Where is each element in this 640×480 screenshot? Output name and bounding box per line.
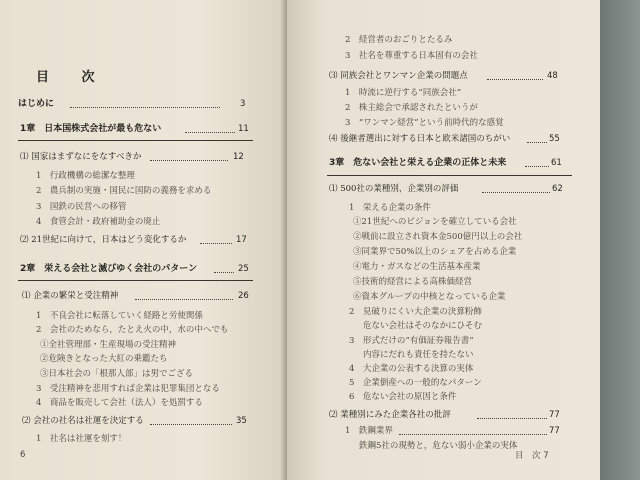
toc-entry: ⑴ 企業の繁栄と受注精神: [22, 291, 119, 301]
toc-subentry: ①21世紀へのビジョンを確立している会社: [353, 217, 517, 227]
toc-subentry: 2 会社のためなら，たとえ火の中，水の中へでも: [36, 325, 229, 335]
toc-subentry: 3 形式だけの“有価証券報告書”: [349, 336, 474, 346]
toc-subentry: 2 農兵制の実施・国民に国防の義務を求める: [36, 186, 212, 196]
toc-subentry: 1 行政機構の総潔な整理: [36, 171, 135, 181]
page-number: 35: [236, 416, 247, 426]
page-number: 62: [552, 184, 563, 194]
page-number: 55: [549, 134, 560, 144]
toc-entry: 1章 日本国株式会社が最も危ない: [20, 124, 162, 134]
toc-subentry: 4 大企業の公表する決算の実体: [349, 364, 474, 374]
toc-subentry: 2 株主総会で承認されたというが: [345, 103, 478, 113]
toc-subentry: 6 危ない会社の原因と条件: [349, 392, 457, 402]
toc-subentry: 3 国鉄の民営への移管: [36, 202, 127, 212]
toc-subentry: ①全社管理部・生産現場の受注精神: [40, 340, 177, 350]
page-number: 3: [240, 99, 246, 109]
background-edge: [600, 0, 640, 480]
toc-subentry: 3 “ワンマン経営”という前時代的な感覚: [345, 118, 504, 128]
toc-subentry: 内容にだれも責任を持たない: [363, 350, 474, 360]
page-number: 48: [547, 71, 558, 81]
toc-subentry: ③日本社会の「根那人部」は男でござる: [40, 369, 194, 379]
toc-subentry: 3 社名を尊重する日本固有の会社: [345, 51, 478, 61]
toc-subentry: 1 鉄鋼業界: [345, 426, 393, 436]
toc-subentry: 5 企業倒産への一般的なパターン: [349, 378, 482, 388]
page-number: 77: [549, 410, 560, 420]
page-number: 26: [238, 291, 249, 301]
toc-entry: ⑶ 同族会社とワンマン企業の問題点: [329, 71, 468, 81]
page-number: 12: [233, 152, 244, 162]
page-footer: 目 次 7: [515, 451, 549, 461]
toc-subentry: ⑤技術的経営による高株価経営: [353, 277, 473, 287]
toc-subentry: 鉄鋼5社の現勢と，危ない弱小企業の実体: [359, 441, 518, 451]
toc-subentry: 1 社名は社運を刻す！: [36, 434, 127, 444]
toc-subentry: ②戦前に設立され資本金500億円以上の会社: [353, 232, 523, 242]
right-page: [287, 0, 600, 480]
toc-subentry: 2 経営者のおごりとたるみ: [345, 35, 453, 45]
page-number: 17: [236, 235, 247, 245]
toc-entry: ⑵ 会社の社名は社運を決定する: [22, 416, 144, 426]
toc-subentry: ⑥資本グループの中核となっている企業: [353, 292, 506, 302]
toc-entry: ⑷ 後継者選出に対する日本と欧米諸国のちがい: [329, 134, 511, 144]
toc-subentry: 1 不良会社に転落していく経路と労使関係: [36, 311, 203, 321]
page-number: 11: [238, 124, 249, 134]
page-number: 61: [551, 158, 562, 168]
page-number: 25: [238, 264, 249, 274]
toc-subentry: ④電力・ガスなどの生活基本産業: [353, 262, 481, 272]
toc-entry: ⑵ 21世紀に向けて，日本はどう変化するか: [20, 235, 187, 245]
toc-subentry: ②危険きとなった大紅の乗鑑たち: [40, 354, 168, 364]
toc-title: 目 次: [36, 70, 109, 85]
toc-entry: ⑴ 国家はまずなにをなすべきか: [20, 152, 142, 162]
toc-subentry: 4 食管会計・政府補助金の廃止: [36, 217, 161, 227]
toc-subentry: 3 受注精神を悲用すれば企業は犯罪集団となる: [36, 384, 220, 394]
toc-entry: 2章 栄える会社と滅びゆく会社のパターン: [20, 264, 198, 274]
page-footer: 6: [20, 450, 26, 460]
toc-entry: ⑵ 業種別にみた企業各社の批評: [329, 410, 451, 420]
toc-subentry: 2 見破りにくい大企業の決算粉飾: [349, 307, 482, 317]
page-number: 77: [549, 426, 560, 436]
left-page: [0, 0, 287, 480]
toc-subentry: ③同業界で50%以上のシェアを占める企業: [353, 247, 517, 257]
toc-entry: ⑴ 500社の業種別，企業別の評価: [329, 184, 459, 194]
toc-subentry: 1 時流に逆行する“同族会社”: [345, 88, 462, 98]
toc-entry: 3章 危ない会社と栄える企業の正体と未来: [329, 158, 507, 168]
toc-subentry: 4 商品を販売して会社（法人）を処罰する: [36, 398, 203, 408]
toc-subentry: 危ない会社はそのなかにひそむ: [363, 321, 483, 331]
toc-subentry: 1 栄える企業の条件: [349, 203, 431, 213]
toc-entry: はじめに: [18, 99, 55, 109]
